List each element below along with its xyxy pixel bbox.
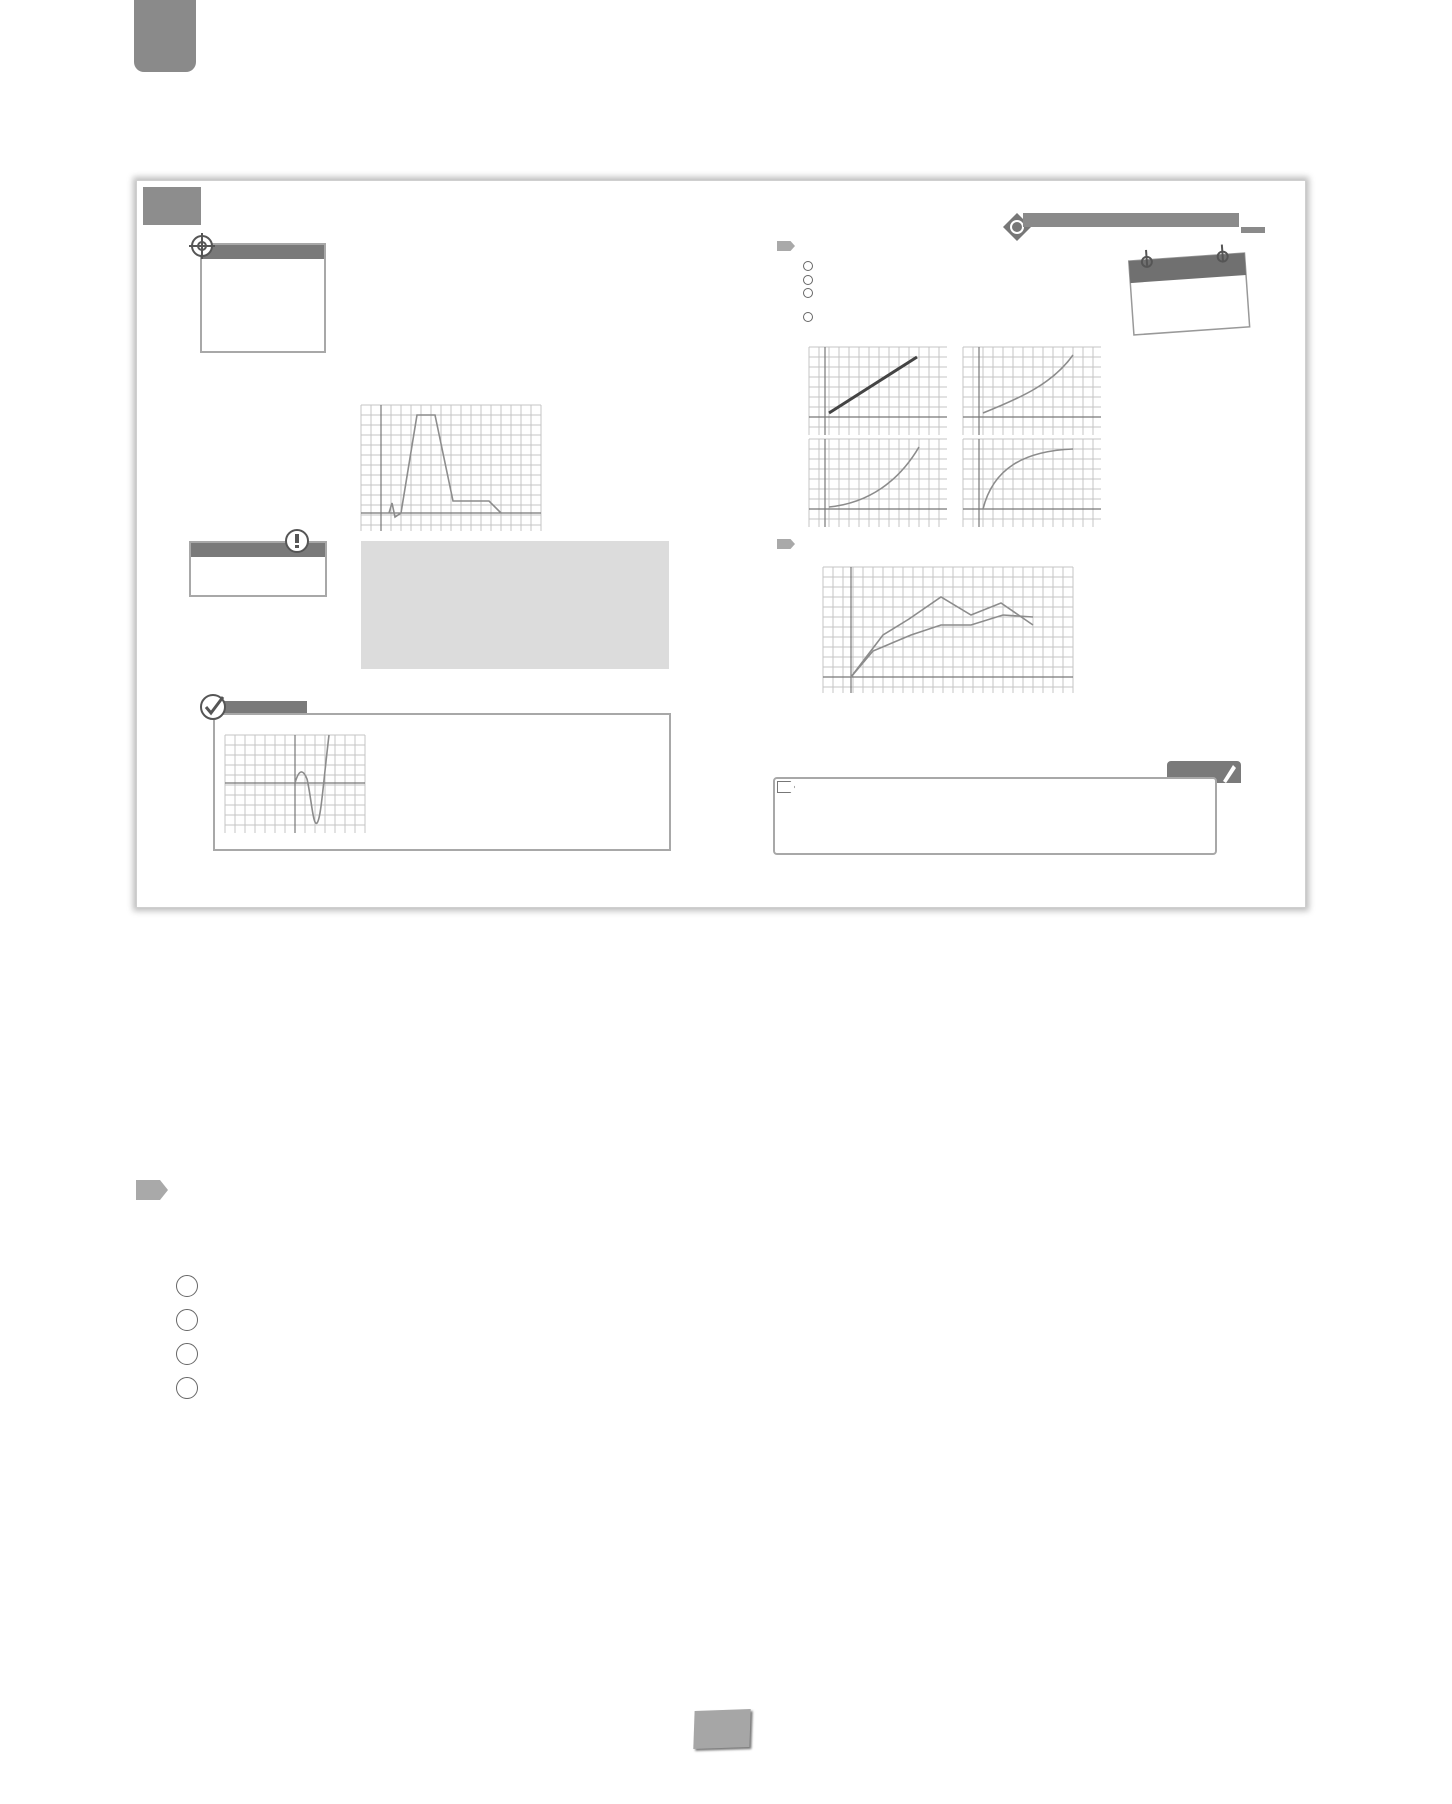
objectives-panel — [200, 243, 326, 353]
answer-option-3[interactable] — [176, 1343, 198, 1365]
answer-option-4[interactable] — [176, 1377, 198, 1399]
review-header-tail — [1241, 227, 1265, 233]
shaded-note-box — [361, 541, 669, 669]
note-panel — [773, 777, 1217, 855]
target-icon — [189, 233, 215, 259]
graph-convex-gentle — [963, 347, 1101, 435]
page-number-tab — [693, 1709, 750, 1749]
calendar-icon — [1129, 247, 1251, 333]
objectives-panel-header — [202, 245, 324, 259]
warning-icon — [285, 529, 309, 553]
question-marker-icon — [136, 1180, 168, 1200]
option-circle-b — [803, 275, 813, 285]
answer-option-2[interactable] — [176, 1309, 198, 1331]
exercise-graph — [225, 735, 365, 833]
arrow-marker-icon — [777, 241, 795, 251]
answer-option-1[interactable] — [176, 1275, 198, 1297]
graph-concave — [963, 439, 1101, 527]
pencil-tag-icon — [1219, 763, 1237, 783]
check-panel-header-bar — [213, 701, 307, 713]
chapter-tab — [134, 0, 196, 72]
option-circle-d — [803, 312, 813, 322]
two-line-graph — [823, 567, 1073, 693]
checkmark-icon — [199, 693, 227, 721]
arrow-marker-icon-2 — [777, 539, 795, 549]
option-circle-a — [803, 261, 813, 271]
pulse-graph — [361, 405, 541, 531]
book-spread-figure — [136, 180, 1306, 908]
section-marker-square — [143, 187, 201, 225]
option-circle-c — [803, 288, 813, 298]
review-header-bar — [1023, 213, 1239, 227]
graph-linear — [809, 347, 947, 435]
graph-convex — [809, 439, 947, 527]
